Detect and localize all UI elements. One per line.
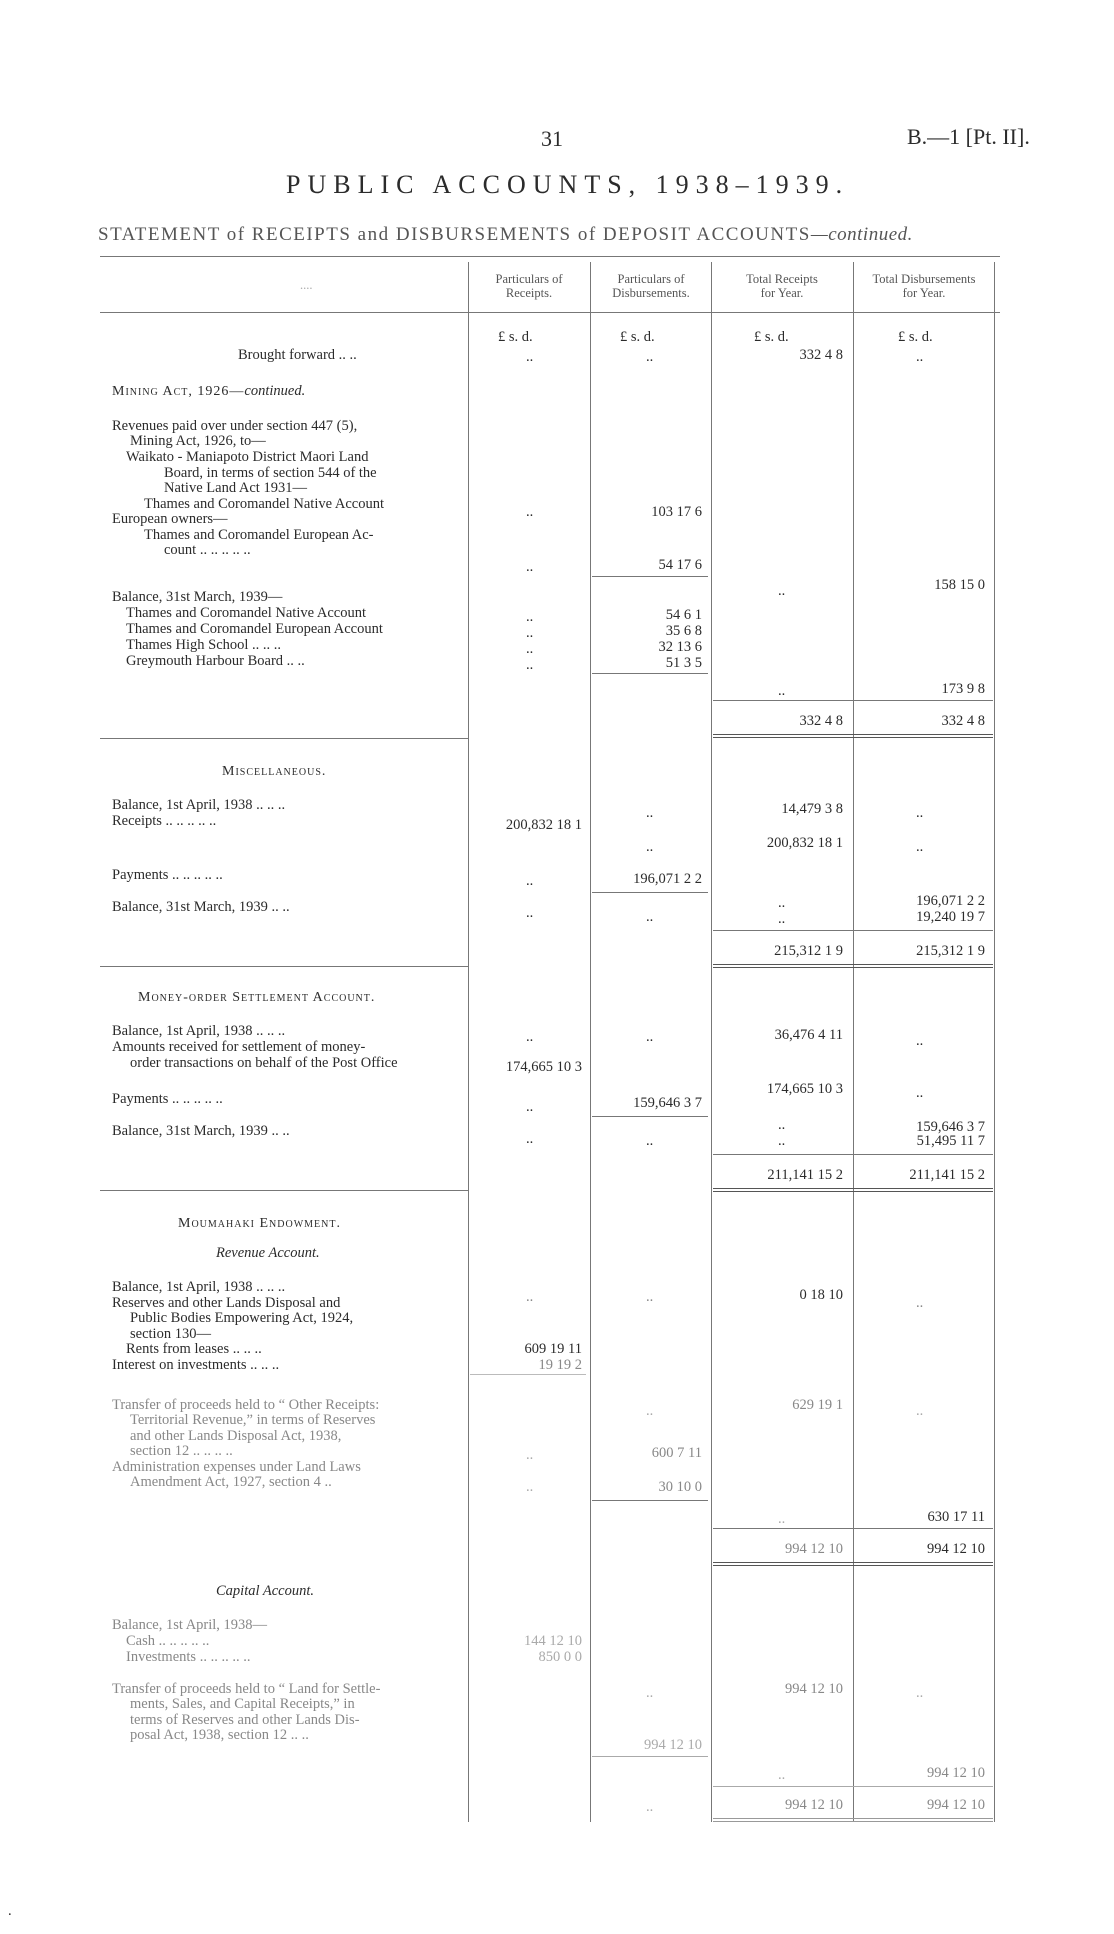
cap-transfer4-c3: ..: [778, 1767, 786, 1783]
mou-transfer-line-3: and other Lands Disposal Act, 1938,: [130, 1428, 342, 1444]
mou-transfer-c4: ..: [916, 1403, 924, 1419]
table-top-rule: [100, 256, 1000, 257]
mou-admin-line-1: Administration expenses under Land Laws: [112, 1459, 361, 1475]
misc-bal2-c1: ..: [526, 905, 534, 921]
mo-payments-c3: ..: [778, 1117, 786, 1133]
column-header-particulars: ....: [300, 278, 313, 292]
page-number: 31: [541, 126, 563, 151]
cap-transfer-c2: ..: [646, 1685, 654, 1701]
misc-total-c4: 215,312 1 9: [916, 943, 985, 959]
mou-transfer-line-1: Transfer of proceeds held to “ Other Receipts:: [112, 1397, 380, 1413]
mo-bal2-label: Balance, 31st March, 1939 .. ..: [112, 1123, 290, 1139]
mou-rev-double-rule: [713, 1562, 993, 1566]
misc-bal1-c2: ..: [646, 805, 654, 821]
mining-total-c3: 332 4 8: [799, 713, 843, 729]
misc-bal1-c3: 14,479 3 8: [781, 801, 843, 817]
cap-cash-c1: 144 12 10: [524, 1633, 582, 1649]
subtitle-continued: —continued.: [810, 224, 913, 245]
mou-transfer-line-2: Territorial Revenue,” in terms of Reserves: [130, 1412, 376, 1428]
bal-greymouth-c2: 51 3 5: [665, 655, 702, 671]
column-divider-1: [468, 262, 469, 1822]
cap-total-rule: [713, 1786, 993, 1787]
mo-payments-c1: ..: [526, 1099, 534, 1115]
mou-transfer-c3: 629 19 1: [792, 1397, 843, 1413]
mo-bal1-c1: ..: [526, 1029, 534, 1045]
mou-subrule-c2: [592, 1500, 708, 1501]
bal-thames-school-c1: ..: [526, 641, 534, 657]
mining-sub-c3: ..: [778, 583, 786, 599]
units-c4: £ s. d.: [898, 329, 933, 345]
bf-c2: ..: [646, 349, 654, 365]
bal-euro-c1: ..: [526, 625, 534, 641]
bal-greymouth-c1: ..: [526, 657, 534, 673]
mo-total-rule: [713, 1154, 993, 1155]
mou-rev-total-c3: 994 12 10: [785, 1541, 843, 1557]
mo-total-c4: 211,141 15 2: [909, 1167, 985, 1183]
units-c2: £ s. d.: [620, 329, 655, 345]
units-c1: £ s. d.: [498, 329, 533, 345]
revenue-account-text: Revenue Account.: [216, 1245, 320, 1261]
misc-bal1-c4: ..: [916, 805, 924, 821]
misc-heading: Miscellaneous.: [222, 764, 327, 779]
mo-bal1-c3: 36,476 4 11: [774, 1027, 843, 1043]
mining-total-rule: [713, 700, 993, 701]
bal-greymouth-label: Greymouth Harbour Board .. ..: [126, 653, 305, 669]
bal-euro-label: Thames and Coromandel European Account: [126, 621, 383, 637]
mou-rev-total-c4: 994 12 10: [927, 1541, 985, 1557]
cap-transfer4-c4: 994 12 10: [927, 1765, 985, 1781]
bal-native-c1: ..: [526, 609, 534, 625]
mining-subrule-2: [592, 673, 708, 674]
mou-transfer-line-4: section 12 .. .. .. ..: [130, 1443, 233, 1459]
cap-total-c4: 994 12 10: [927, 1797, 985, 1813]
column-divider-2: [590, 262, 591, 1822]
mo-amounts-c1: 174,665 10 3: [505, 1059, 582, 1075]
misc-bal2-c2: ..: [646, 909, 654, 925]
mo-bal1-c2: ..: [646, 1029, 654, 1045]
document-reference: B.—1 [Pt. II].: [907, 124, 1030, 149]
misc-bal1-label: Balance, 1st April, 1938 .. .. ..: [112, 797, 286, 813]
misc-section-end: [100, 966, 468, 967]
mo-double-rule: [713, 1188, 993, 1192]
thames-euro-c2: 54 17 6: [658, 557, 702, 573]
units-c3: £ s. d.: [754, 329, 789, 345]
mining-bal-c4: 173 9 8: [941, 681, 985, 697]
misc-receipts-c1: 200,832 18 1: [505, 817, 582, 833]
cap-investments-label: Investments .. .. .. .. ..: [126, 1649, 251, 1665]
cap-total-c3: 994 12 10: [785, 1797, 843, 1813]
mining-double-rule: [713, 734, 993, 738]
misc-double-rule: [713, 964, 993, 968]
misc-payments-c4: 196,071 2 2: [916, 893, 985, 909]
mou-reserves-line-3: section 130—: [130, 1326, 211, 1342]
money-order-heading: Money-order Settlement Account.: [138, 990, 376, 1005]
mining-section-end: [100, 738, 468, 739]
column-divider-3: [711, 262, 712, 1822]
cap-double-rule: [713, 1818, 993, 1822]
thames-native-c1: ..: [526, 504, 534, 520]
mou-bal1-c2: ..: [646, 1289, 654, 1305]
misc-payments-c2: 196,071 2 2: [633, 871, 702, 887]
mo-total-c3: 211,141 15 2: [767, 1167, 843, 1183]
mo-bal1-label: Balance, 1st April, 1938 .. .. ..: [112, 1023, 286, 1039]
mo-bal2-c2: ..: [646, 1133, 654, 1149]
mou-reserves-line-2: Public Bodies Empowering Act, 1924,: [130, 1310, 354, 1326]
capital-account-heading: [216, 1584, 314, 1599]
thames-euro-line-2: count .. .. .. .. ..: [164, 542, 251, 558]
mo-amounts-line-2: order transactions on behalf of the Post Office: [130, 1055, 398, 1071]
mou-admin-c1: ..: [526, 1479, 534, 1495]
balance-heading: Balance, 31st March, 1939—: [112, 589, 283, 605]
revenue-line-2: Mining Act, 1926, to—: [130, 433, 266, 449]
mou-admin-c3: ..: [778, 1511, 786, 1527]
mou-admin-line-2: Amendment Act, 1927, section 4 ..: [130, 1474, 332, 1490]
misc-payments-c1: ..: [526, 873, 534, 889]
brought-forward-label: Brought forward .. ..: [238, 347, 357, 363]
misc-bal2-c3: ..: [778, 911, 786, 927]
mou-bal1-c1: ..: [526, 1289, 534, 1305]
misc-payments-label: Payments .. .. .. .. ..: [112, 867, 223, 883]
mou-rev-total-rule: [713, 1528, 993, 1529]
header-bottom-rule: [100, 312, 1000, 313]
page-title: PUBLIC ACCOUNTS, 1938–1939.: [286, 170, 850, 199]
mo-payments-c2: 159,646 3 7: [633, 1095, 702, 1111]
mo-bal2-c3: ..: [778, 1133, 786, 1149]
waikato-line-1: Waikato - Maniapoto District Maori Land: [126, 449, 369, 465]
thames-native-label: Thames and Coromandel Native Account: [144, 496, 384, 512]
column-header-total-disbursements: Total Disbursements for Year.: [872, 272, 976, 300]
waikato-line-3: Native Land Act 1931—: [164, 480, 307, 496]
cap-transfer-line-1: Transfer of proceeds held to “ Land for Settle-: [112, 1681, 381, 1697]
mou-transfer-c2: ..: [646, 1403, 654, 1419]
bf-c3: 332 4 8: [799, 347, 843, 363]
cap-transfer4-c2: 994 12 10: [644, 1737, 702, 1753]
mo-subrule: [592, 1116, 708, 1117]
subtitle-text: STATEMENT of RECEIPTS and DISBURSEMENTS of DEPOSIT ACCOUNTS: [98, 224, 811, 245]
column-header-disbursements: Particulars of Disbursements.: [612, 272, 690, 300]
cap-subrule-c2: [592, 1756, 708, 1757]
cap-balance-label: Balance, 1st April, 1938—: [112, 1617, 268, 1633]
mo-amounts-c4: ..: [916, 1085, 924, 1101]
mou-transfer4-c1: ..: [526, 1447, 534, 1463]
bf-c4: ..: [916, 349, 924, 365]
misc-total-c3: 215,312 1 9: [774, 943, 843, 959]
bal-native-label: Thames and Coromandel Native Account: [126, 605, 366, 621]
waikato-line-2: Board, in terms of section 544 of the: [164, 465, 377, 481]
mou-interest-c1: 19 19 2: [538, 1357, 582, 1373]
cap-cash-label: Cash .. .. .. .. ..: [126, 1633, 210, 1649]
mou-bal1-c3: 0 18 10: [799, 1287, 843, 1303]
mou-rents-label: Rents from leases .. .. ..: [126, 1341, 262, 1357]
misc-receipts-c4: ..: [916, 839, 924, 855]
mo-bal1-c4: ..: [916, 1033, 924, 1049]
mou-bal1-c4: ..: [916, 1295, 924, 1311]
misc-receipts-label: Receipts .. .. .. .. ..: [112, 813, 217, 829]
mou-bal1-label: Balance, 1st April, 1938 .. .. ..: [112, 1279, 286, 1295]
thames-euro-line-1: Thames and Coromandel European Ac-: [144, 527, 374, 543]
capital-account-text: Capital Account.: [216, 1583, 315, 1599]
mo-section-end: [100, 1190, 468, 1191]
thames-euro-c1: ..: [526, 559, 534, 575]
cap-investments-c1: 850 0 0: [538, 1649, 582, 1665]
mining-heading-cont: continued.: [244, 383, 306, 399]
mou-rents-c1: 609 19 11: [524, 1341, 582, 1357]
column-header-total-receipts: Total Receipts for Year.: [746, 272, 818, 300]
mining-heading: [112, 384, 305, 399]
bf-c1: ..: [526, 349, 534, 365]
revenue-line-1: Revenues paid over under section 447 (5),: [112, 418, 358, 434]
mining-heading-text: Mining Act, 1926—: [112, 384, 245, 399]
statement-subtitle: [98, 224, 913, 246]
cap-transfer-c4: ..: [916, 1685, 924, 1701]
misc-receipts-c2: ..: [646, 839, 654, 855]
mo-payments-c4: 159,646 3 7: [916, 1119, 985, 1135]
european-owners-label: European owners—: [112, 511, 228, 527]
misc-bal2-c4: 19,240 19 7: [916, 909, 985, 925]
mining-total-c4: 332 4 8: [941, 713, 985, 729]
mining-sub-c4: 158 15 0: [934, 577, 985, 593]
cap-transfer-line-4: posal Act, 1938, section 12 .. ..: [130, 1727, 309, 1743]
cap-transfer-c3: 994 12 10: [785, 1681, 843, 1697]
bal-thames-school-c2: 32 13 6: [658, 639, 702, 655]
mo-amounts-line-1: Amounts received for settlement of money-: [112, 1039, 366, 1055]
moumahaki-heading: Moumahaki Endowment.: [178, 1216, 341, 1231]
mou-interest-label: Interest on investments .. .. ..: [112, 1357, 280, 1373]
mining-bal-c3: ..: [778, 683, 786, 699]
column-header-receipts: Particulars of Receipts.: [495, 272, 563, 300]
mou-admin-c2: 30 10 0: [658, 1479, 702, 1495]
cap-transfer-line-2: ments, Sales, and Capital Receipts,” in: [130, 1696, 355, 1712]
page-speck: .: [8, 1903, 12, 1919]
misc-total-rule: [713, 930, 993, 931]
table-right-border: [994, 262, 995, 1822]
mou-subrule-c1: [470, 1374, 586, 1375]
misc-subrule: [592, 892, 708, 893]
misc-bal2-label: Balance, 31st March, 1939 .. ..: [112, 899, 290, 915]
cap-transfer-line-3: terms of Reserves and other Lands Dis-: [130, 1712, 360, 1728]
mo-bal2-c4: 51,495 11 7: [916, 1133, 985, 1149]
thames-native-c2: 103 17 6: [651, 504, 702, 520]
mou-admin-c4: 630 17 11: [927, 1509, 985, 1525]
mou-reserves-line-1: Reserves and other Lands Disposal and: [112, 1295, 341, 1311]
column-divider-4: [853, 262, 854, 1822]
bal-thames-school-label: Thames High School .. .. ..: [126, 637, 282, 653]
misc-payments-c3: ..: [778, 895, 786, 911]
misc-receipts-c3: 200,832 18 1: [766, 835, 843, 851]
mining-subrule-1: [592, 576, 708, 577]
cap-total-c2: ..: [646, 1799, 654, 1815]
bal-native-c2: 54 6 1: [665, 607, 702, 623]
revenue-account-heading: [216, 1246, 320, 1261]
mo-bal2-c1: ..: [526, 1131, 534, 1147]
mou-transfer4-c2: 600 7 11: [651, 1445, 702, 1461]
bal-euro-c2: 35 6 8: [665, 623, 702, 639]
mo-payments-label: Payments .. .. .. .. ..: [112, 1091, 223, 1107]
mo-amounts-c3: 174,665 10 3: [766, 1081, 843, 1097]
